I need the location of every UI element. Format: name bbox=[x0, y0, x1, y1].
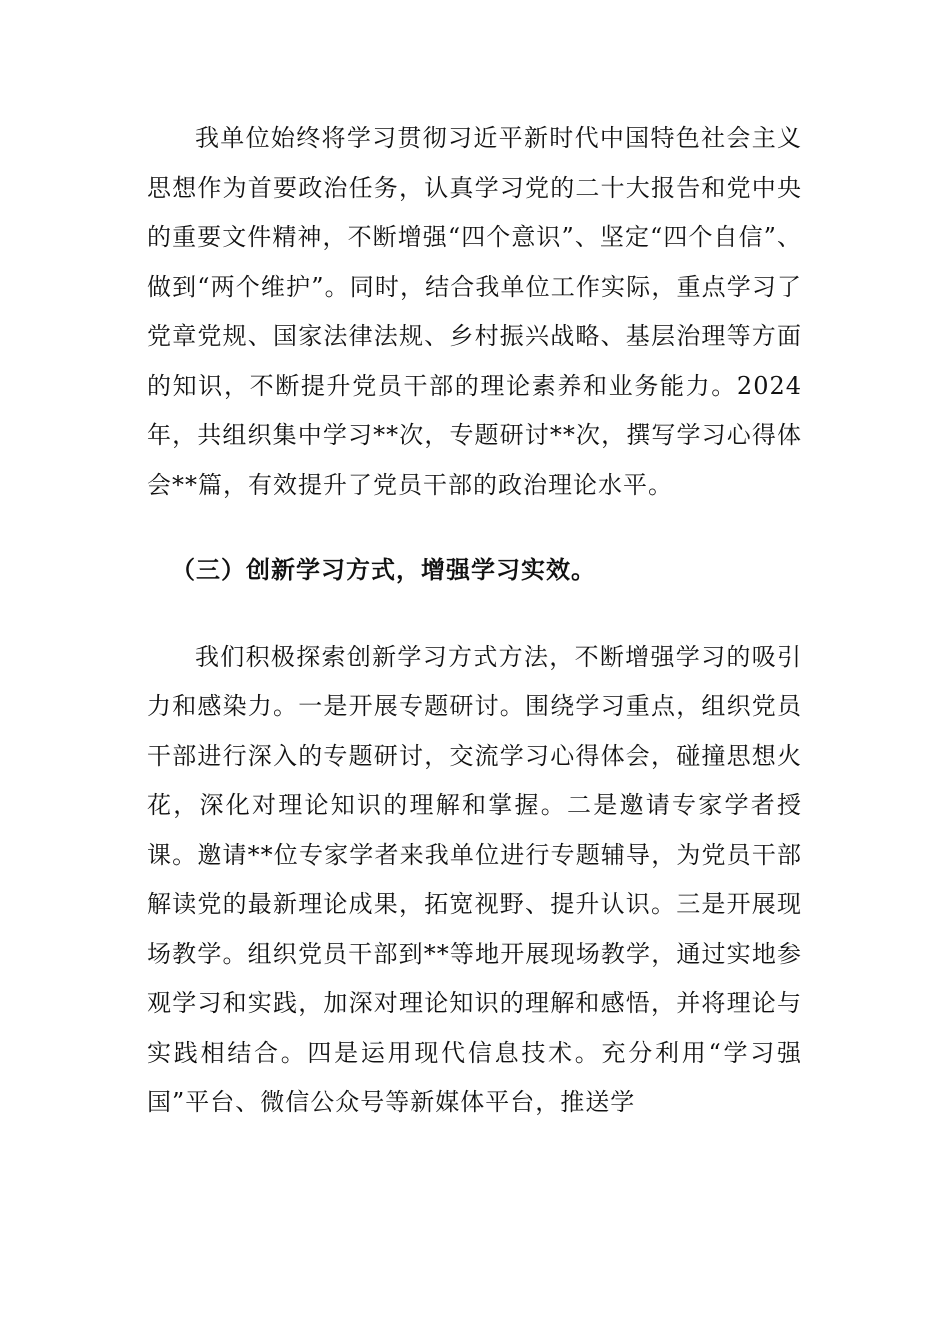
paragraph-study-methods: 我们积极探索创新学习方式方法，不断增强学习的吸引力和感染力。一是开展专题研讨。围绕学习重点，组织党员干部进行深入的专题研讨，交流学习心得体会，碰撞思想火花，深化对理论知识的理解和掌握。二是邀请专家学者授课。邀请**位专家学者来我单位进行专题辅导，为党员干部解读党的最新理论成果，拓宽视野、提升认识。三是开展现场教学。组织党员干部到**等地开展现场教学，通过实地参观学习和实践，加深对理论知识的理解和感悟，并将理论与实践相结合。四是运用现代信息技术。充分利用“学习强国”平台、微信公众号等新媒体平台，推送学 bbox=[147, 642, 802, 1116]
section-heading-3: （三）创新学习方式，增强学习实效。 bbox=[171, 556, 596, 584]
paragraph-study-summary: 我单位始终将学习贯彻习近平新时代中国特色社会主义思想作为首要政治任务，认真学习党的二十大报告和党中央的重要文件精神，不断增强“四个意识”、坚定“四个自信”、做到“两个维护”。同时，结合我单位工作实际，重点学习了党章党规、国家法律法规、乡村振兴战略、基层治理等方面的知识，不断提升党员干部的理论素养和业务能力。2024年，共组织集中学习**次，专题研讨**次，撰写学习心得体会**篇，有效提升了党员干部的政治理论水平。 bbox=[147, 124, 802, 499]
document-body bbox=[147, 114, 802, 1128]
